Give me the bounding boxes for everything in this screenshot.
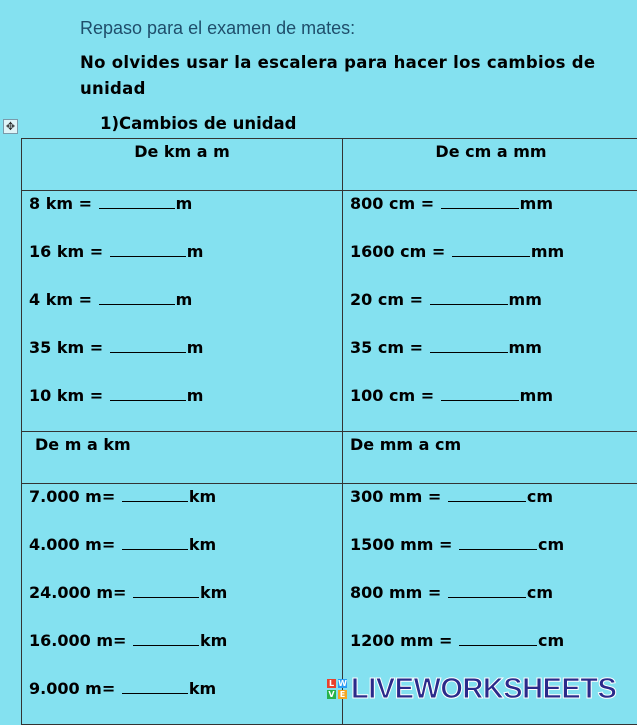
exercise-item [29, 676, 335, 724]
exercise-item [29, 287, 335, 335]
exercise-item [350, 239, 632, 287]
answer-blank[interactable] [110, 384, 186, 401]
answer-blank[interactable] [133, 629, 199, 646]
exercise-item [29, 628, 335, 676]
exercise-question: 10 km = [29, 386, 109, 405]
exercise-question: 4 km = [29, 290, 98, 309]
exercise-unit: cm [527, 583, 553, 602]
header-cm-to-mm: De cm a mm [343, 139, 637, 191]
answer-blank[interactable] [99, 288, 175, 305]
exercise-item [350, 191, 632, 239]
exercise-question: 24.000 m= [29, 583, 132, 602]
answer-blank[interactable] [99, 192, 175, 209]
answer-blank[interactable] [122, 533, 188, 550]
table-move-handle-icon[interactable]: ✥ [3, 119, 18, 134]
km-to-m-cell [22, 191, 343, 432]
exercise-unit: cm [538, 631, 564, 650]
logo-letter: W [338, 679, 347, 688]
exercise-item [29, 191, 335, 239]
exercise-question: 35 km = [29, 338, 109, 357]
exercise-item [350, 335, 632, 383]
exercise-unit: m [187, 242, 204, 261]
exercise-item [350, 628, 632, 676]
header-km-to-m: De km a m [22, 139, 343, 191]
answer-blank[interactable] [448, 581, 526, 598]
header-m-to-km: De m a km [22, 432, 343, 484]
cm-to-mm-cell [343, 191, 637, 432]
logo-letter: V [327, 690, 336, 699]
exercise-item [350, 532, 632, 580]
exercise-item [29, 580, 335, 628]
exercise-question: 9.000 m= [29, 679, 121, 698]
exercise-item [29, 532, 335, 580]
answer-blank[interactable] [122, 485, 188, 502]
exercise-unit: m [187, 386, 204, 405]
exercise-item [350, 383, 632, 431]
answer-blank[interactable] [110, 240, 186, 257]
exercise-unit: mm [509, 290, 542, 309]
instructions-text: No olvides usar la escalera para hacer los cambios de unidad [80, 50, 625, 102]
exercise-item [350, 287, 632, 335]
answer-blank[interactable] [441, 384, 519, 401]
exercise-question: 20 cm = [350, 290, 429, 309]
exercise-question: 100 cm = [350, 386, 440, 405]
exercise-item [350, 580, 632, 628]
conversion-table [21, 138, 637, 725]
exercise-unit: km [200, 583, 227, 602]
exercise-question: 8 km = [29, 194, 98, 213]
exercise-unit: mm [509, 338, 542, 357]
exercise-item [29, 239, 335, 287]
answer-blank[interactable] [133, 581, 199, 598]
exercise-question: 1500 mm = [350, 535, 458, 554]
answer-blank[interactable] [110, 336, 186, 353]
exercise-unit: mm [520, 386, 553, 405]
liveworksheets-logo-icon [327, 679, 347, 699]
exercise-question: 4.000 m= [29, 535, 121, 554]
logo-letter: L [327, 679, 336, 688]
exercise-unit: m [176, 290, 193, 309]
exercise-item [29, 335, 335, 383]
exercise-unit: mm [520, 194, 553, 213]
exercise-question: 16.000 m= [29, 631, 132, 650]
exercise-question: 800 cm = [350, 194, 440, 213]
answer-blank[interactable] [452, 240, 530, 257]
exercise-unit: m [187, 338, 204, 357]
m-to-km-cell [22, 484, 343, 725]
answer-blank[interactable] [430, 336, 508, 353]
exercise-unit: km [189, 535, 216, 554]
answer-blank[interactable] [122, 677, 188, 694]
liveworksheets-watermark [327, 672, 616, 706]
logo-letter: E [338, 690, 347, 699]
answer-blank[interactable] [459, 629, 537, 646]
header-mm-to-cm: De mm a cm [343, 432, 637, 484]
page-heading: Repaso para el examen de mates: [80, 18, 355, 39]
exercise-item [29, 383, 335, 431]
answer-blank[interactable] [441, 192, 519, 209]
exercise-question: 300 mm = [350, 487, 447, 506]
exercise-unit: km [189, 487, 216, 506]
watermark-text: LIVEWORKSHEETS [351, 673, 616, 706]
exercise-unit: cm [538, 535, 564, 554]
answer-blank[interactable] [459, 533, 537, 550]
exercise-unit: m [176, 194, 193, 213]
answer-blank[interactable] [430, 288, 508, 305]
answer-blank[interactable] [448, 485, 526, 502]
exercise-item [350, 484, 632, 532]
exercise-item [29, 484, 335, 532]
exercise-unit: cm [527, 487, 553, 506]
section-title: 1)Cambios de unidad [100, 114, 296, 133]
exercise-unit: km [189, 679, 216, 698]
exercise-question: 800 mm = [350, 583, 447, 602]
exercise-question: 1600 cm = [350, 242, 451, 261]
exercise-unit: mm [531, 242, 564, 261]
exercise-unit: km [200, 631, 227, 650]
exercise-question: 16 km = [29, 242, 109, 261]
exercise-question: 1200 mm = [350, 631, 458, 650]
exercise-question: 7.000 m= [29, 487, 121, 506]
exercise-question: 35 cm = [350, 338, 429, 357]
